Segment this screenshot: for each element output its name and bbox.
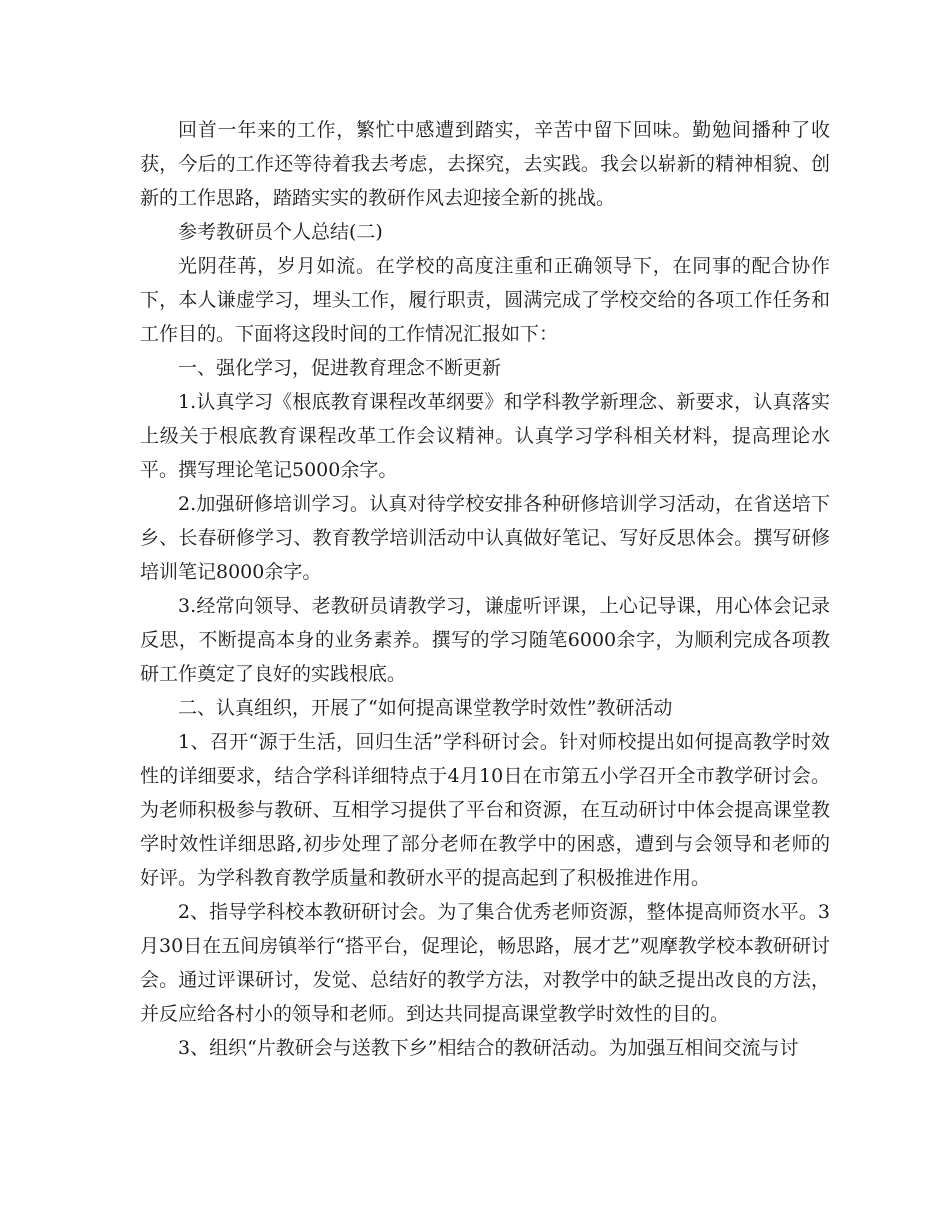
paragraph-introduction: 光阴荏苒，岁月如流。在学校的高度注重和正确领导下，在同事的配合协作下，本人谦虚学习，埋头工作，履行职责，圆满完成了学校交给的各项工作任务和工作目的。下面将这段时间的工作情况汇报如下：	[140, 255, 830, 345]
paragraph-closing-summary: 回首一年来的工作，繁忙中感遭到踏实，辛苦中留下回味。勤勉间播种了收获，今后的工作还等待着我去考虑，去探究，去实践。我会以崭新的精神相貌、创新的工作思路，踏踏实实的教研作风去迎接全新的挑战。	[140, 119, 830, 209]
paragraph-activity-3: 3、组织“片教研会与送教下乡”相结合的教研活动。为加强互相间交流与讨	[178, 1037, 799, 1059]
paragraph-item-1: 1.认真学习《根底教育课程改革纲要》和学科教学新理念、新要求，认真落实上级关于根底教育课程改革工作会议精神。认真学习学科相关材料，提高理论水平。撰写理论笔记5000余字。	[140, 391, 830, 481]
document-body	[140, 113, 830, 1065]
heading-strengthen-learning: 一、强化学习，促进教育理念不断更新	[178, 357, 502, 379]
paragraph-item-2: 2.加强研修培训学习。认真对待学校安排各种研修培训学习活动，在省送培下乡、长春研修学习、教育教学培训活动中认真做好笔记、写好反思体会。撰写研修培训笔记8000余字。	[140, 493, 830, 583]
paragraph-activity-1: 1、召开“源于生活，回归生活”学科研讨会。针对师校提出如何提高教学时效性的详细要求，结合学科详细特点于4月10日在市第五小学召开全市教学研讨会。为老师积极参与教研、互相学习提供了平台和资源，在互动研讨中体会提高课堂教学时效性详细思路,初步处理了部分老师在教学中的困惑，遭到与会领导和老师的好评。为学科教育教学质量和教研水平的提高起到了积极推进作用。	[140, 731, 830, 889]
section-title: 参考教研员个人总结(二)	[178, 221, 383, 243]
paragraph-item-3: 3.经常向领导、老教研员请教学习，谦虚听评课，上心记导课，用心体会记录反思，不断提高本身的业务素养。撰写的学习随笔6000余字，为顺利完成各项教研工作奠定了良好的实践根底。	[140, 595, 830, 685]
heading-organize-activities: 二、认真组织，开展了“如何提高课堂教学时效性”教研活动	[178, 697, 673, 719]
paragraph-activity-2: 2、指导学科校本教研研讨会。为了集合优秀老师资源，整体提高师资水平。3月30日在五间房镇举行“搭平台，促理论，畅思路，展才艺”观摩教学校本教研研讨会。通过评课研讨，发觉、总结好的教学方法，对教学中的缺乏提出改良的方法，并反应给各村小的领导和老师。到达共同提高课堂教学时效性的目的。	[140, 901, 830, 1025]
